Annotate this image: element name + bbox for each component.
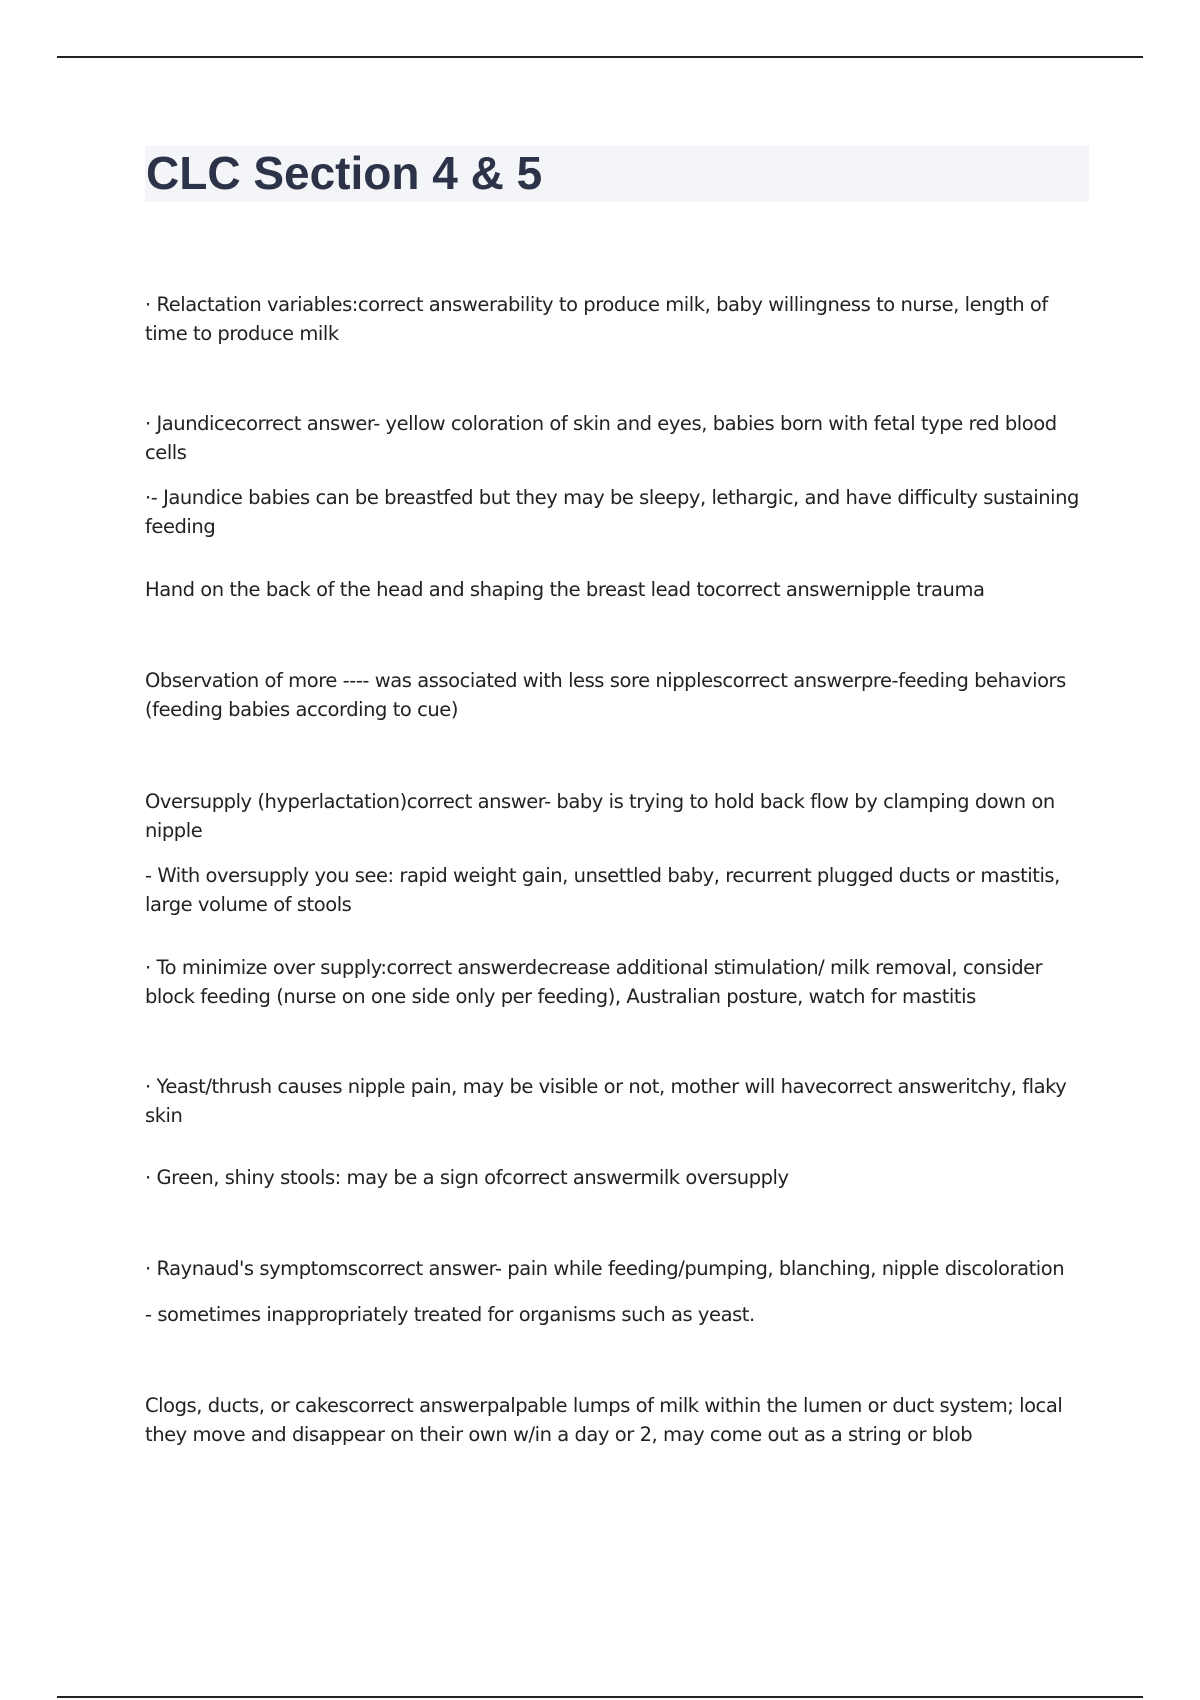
header-rule: [57, 56, 1143, 58]
entry-text: Oversupply (hyperlactation)correct answer- baby is trying to hold back flow by clamping down on nipple: [145, 790, 1055, 842]
entry-text: Clogs, ducts, or cakescorrect answerpalpable lumps of milk within the lumen or duct system; local they move and disappear on their own w/in a day or 2, may come out as a string or blob: [145, 1394, 1063, 1446]
flashcard-entry: [145, 1164, 1090, 1193]
entry-subtext: ·- Jaundice babies can be breastfed but they may be sleepy, lethargic, and have difficulty sustaining feeding: [145, 486, 1079, 538]
flashcard-entry: [145, 1073, 1090, 1130]
entry-text: · Green, shiny stools: may be a sign ofcorrect answermilk oversupply: [145, 1166, 789, 1189]
flashcard-entry: [145, 291, 1090, 348]
entry-text: Observation of more ---- was associated with less sore nipplescorrect answerpre-feeding behaviors (feeding babies according to cue): [145, 669, 1066, 721]
entry-text: · Jaundicecorrect answer- yellow coloration of skin and eyes, babies born with fetal type red blood cells: [145, 412, 1057, 464]
entry-text: · Raynaud's symptomscorrect answer- pain while feeding/pumping, blanching, nipple discoloration: [145, 1257, 1065, 1280]
flashcard-entry: [145, 1255, 1090, 1329]
page-title: CLC Section 4 & 5: [146, 147, 543, 199]
entry-text: · Yeast/thrush causes nipple pain, may be visible or not, mother will havecorrect answeritchy, flaky skin: [145, 1075, 1067, 1127]
footer-rule: [57, 1696, 1143, 1698]
entry-subtext: - sometimes inappropriately treated for organisms such as yeast.: [145, 1302, 755, 1326]
entry-subtext: - With oversupply you see: rapid weight gain, unsettled baby, recurrent plugged ducts or mastitis, large volume of stools: [145, 864, 1060, 916]
flashcard-entry: [145, 576, 1090, 605]
entry-text: Hand on the back of the head and shaping the breast lead tocorrect answernipple trauma: [145, 578, 985, 601]
flashcard-entry: [145, 1392, 1090, 1449]
flashcard-entry: [145, 788, 1090, 919]
flashcard-entry: [145, 410, 1090, 541]
entry-text: · Relactation variables:correct answerability to produce milk, baby willingness to nurse, length of time to produce milk: [145, 293, 1048, 345]
entry-text: · To minimize over supply:correct answerdecrease additional stimulation/ milk removal, consider block feeding (nurse on one side only per feeding), Australian posture, watch for mastitis: [145, 956, 1043, 1008]
flashcard-entry: [145, 954, 1090, 1011]
flashcard-entry: [145, 667, 1090, 724]
